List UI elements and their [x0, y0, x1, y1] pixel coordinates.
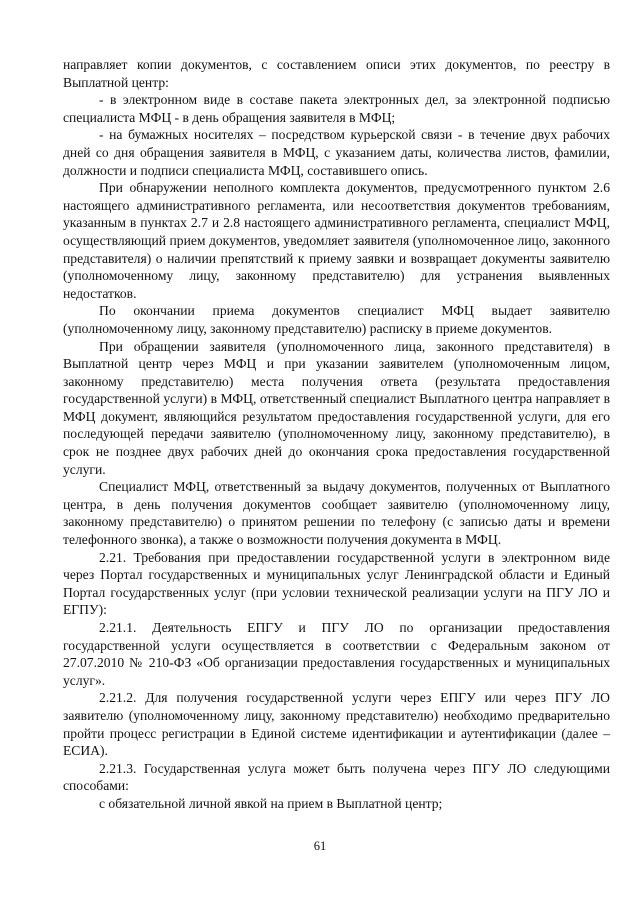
- page-number: 61: [313, 839, 327, 853]
- paragraph-receipt-issuance: По окончании приема документов специалист МФЦ выдает заявителю (уполномоченному лицу, законному представителю) расписку в приеме документов.: [63, 303, 610, 336]
- paragraph-specialist-notification: Специалист МФЦ, ответственный за выдачу документов, полученных от Выплатного центра, в день получения документов сообщает заявителю (уполномоченному лицу, законному представителю) о принятом решении по телефону (с записью даты и времени телефонного звонка), а также о возможности получения документа в МФЦ.: [63, 479, 610, 548]
- paragraph-personal-visit: с обязательной личной явкой на прием в Выплатной центр;: [99, 795, 443, 811]
- paragraph-incomplete-documents: При обнаружении неполного комплекта документов, предусмотренного пунктом 2.6 настоящего административного регламента, или несоответствия документов требованиям, указанным в пунктах 2.7 и 2.8 настоящего административного регламента, специалист МФЦ, осуществляющий прием документов, уведомляет заявителя (уполномоченное лицо, законного представителя) о наличии препятствий к приему заявки и возвращает документы заявителю (уполномоченному лицу, законному представителю) для устранения выявленных недостатков.: [63, 180, 610, 301]
- paragraph-paper-carriers: - на бумажных носителях – посредством курьерской связи - в течение двух рабочих дней со дня обращения заявителя в МФЦ, с указанием даты, количества листов, фамилии, должности и подписи специалиста МФЦ, составившего опись.: [63, 127, 610, 178]
- paragraph-result-delivery: При обращении заявителя (уполномоченного лица, законного представителя) в Выплатной центр через МФЦ и при указании заявителем (уполномоченным лицом, законному представителю) места получения ответа (результата предоставления государственной услуги) в МФЦ, ответственный специалист Выплатного центра направляет в МФЦ документ, являющийся результатом предоставления государственной услуги, для его последующей передачи заявителю (уполномоченному лицу, законному представителю), в срок не позднее двух рабочих дней до окончания срока предоставления государственной услуги.: [63, 338, 610, 477]
- paragraph-electronic-form: - в электронном виде в составе пакета электронных дел, за электронной подписью специалиста МФЦ - в день обращения заявителя в МФЦ;: [63, 92, 610, 125]
- paragraph-section-2-21-1: 2.21.1. Деятельность ЕПГУ и ПГУ ЛО по организации предоставления государственной услуги осуществляется в соответствии с Федеральным законом от 27.07.2010 № 210-ФЗ «Об организации предоставления государственных и муниципальных услуг».: [63, 620, 610, 688]
- document-page: [63, 56, 610, 813]
- paragraph-copies-registry: направляет копии документов, с составлением описи этих документов, по реестру в Выплатной центр:: [63, 57, 610, 90]
- paragraph-section-2-21: 2.21. Требования при предоставлении государственной услуги в электронном виде через Портал государственных и муниципальных услуг Ленинградской области и Единый Портал государственных услуг (при условии технической реализации услуги на ПГУ ЛО и ЕГПУ):: [63, 549, 610, 618]
- paragraph-section-2-21-2: 2.21.2. Для получения государственной услуги через ЕПГУ или через ПГУ ЛО заявителю (уполномоченному лицу, законному представителю) необходимо предварительно пройти процесс регистрации в Единой системе идентификации и аутентификации (далее – ЕСИА).: [63, 690, 610, 759]
- paragraph-section-2-21-3: 2.21.3. Государственная услуга может быть получена через ПГУ ЛО следующими способами:: [63, 760, 610, 794]
